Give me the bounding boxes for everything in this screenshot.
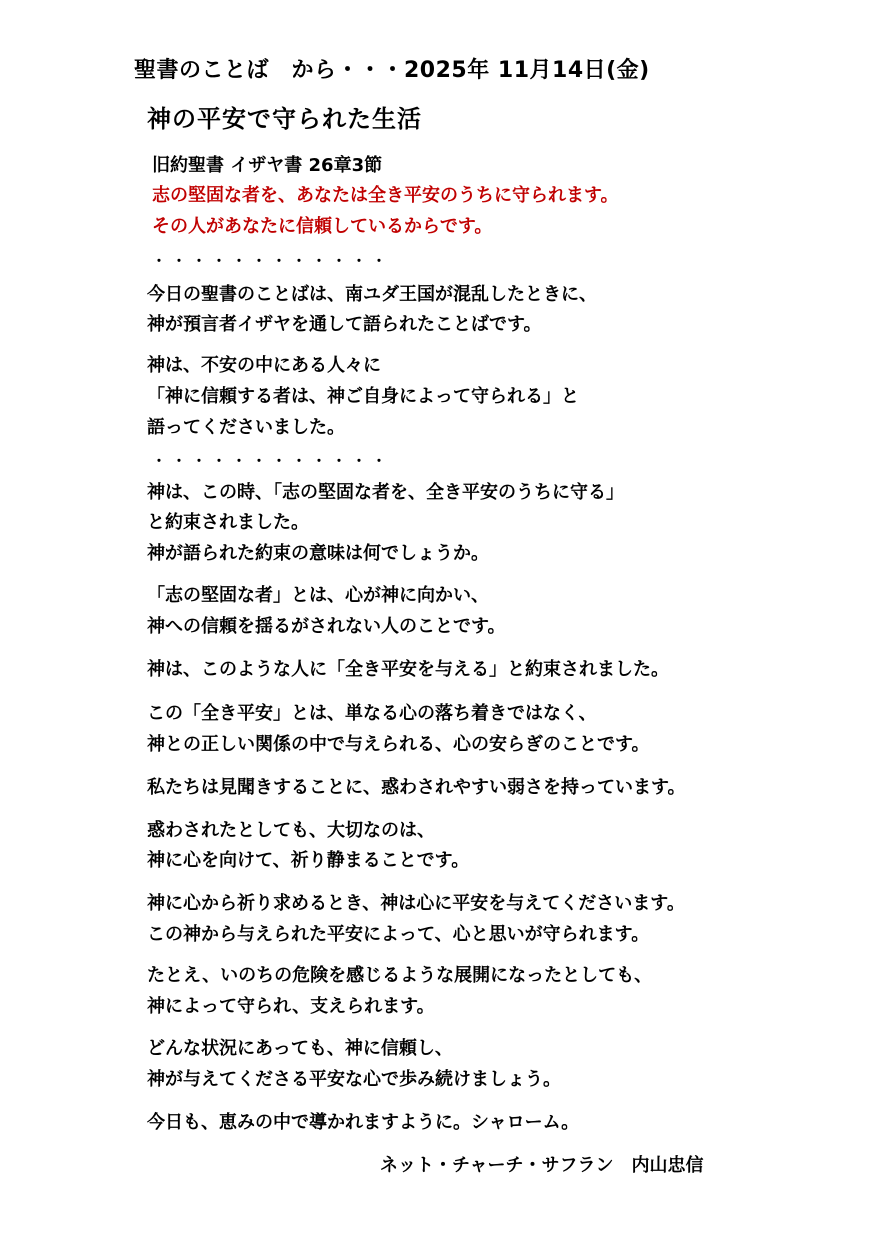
sermon-title: 神の平安で守られた生活 [147,105,422,133]
separator-dots: ・・・・・・・・・・・・ [152,454,392,470]
separator-dots: ・・・・・・・・・・・・ [152,254,392,270]
body-line: 神に心を向けて、祈り静まることです。 [147,850,470,871]
body-line: たとえ、いのちの危険を感じるような展開になったとしても、 [147,965,653,986]
body-line: この「全き平安」とは、単なる心の落ち着きではなく、 [147,703,597,724]
body-line: 神が語られた約束の意味は何でしょうか。 [147,543,489,564]
body-line: 神は、不安の中にある人々に [147,355,381,376]
body-line: 今日も、恵みの中で導かれますように。シャローム。 [147,1112,580,1133]
body-line: 「神に信頼する者は、神ご自身によって守られる」と [147,386,579,407]
body-line: と約束されました。 [147,512,309,533]
scripture-reference: 旧約聖書 イザヤ書 26章3節 [152,155,383,176]
body-line: 神が預言者イザヤを通して語られたことばです。 [147,314,542,335]
body-line: 神によって守られ、支えられます。 [147,996,435,1017]
scripture-verse-line: 志の堅固な者を、あなたは全き平安のうちに守られます。 [152,185,619,206]
body-line: 神との正しい関係の中で与えられる、心の安らぎのことです。 [147,734,650,755]
body-line: 神に心から祈り求めるとき、神は心に平安を与えてくださいます。 [147,893,685,914]
body-line: どんな状況にあっても、神に信頼し、 [147,1038,453,1059]
body-line: 今日の聖書のことばは、南ユダ王国が混乱したときに、 [147,284,597,305]
body-line: 「志の堅固な者」とは、心が神に向かい、 [147,585,489,606]
body-line: この神から与えられた平安によって、心と思いが守られます。 [147,924,650,945]
body-line: 神が与えてくださる平安な心で歩み続けましょう。 [147,1069,561,1090]
scripture-verse-line: その人があなたに信頼しているからです。 [152,216,493,237]
header-title: 聖書のことば から・・・2025年 11月14日(金) [134,58,650,83]
body-line: 神は、このような人に「全き平安を与える」と約束されました。 [147,659,669,680]
body-line: 神への信頼を揺るがされない人のことです。 [147,616,506,637]
body-line: 語ってくださいました。 [147,417,345,438]
signature: ネット・チャーチ・サフラン 内山忠信 [380,1155,704,1176]
body-line: 私たちは見聞きすることに、惑わされやすい弱さを持っています。 [147,777,686,798]
body-line: 惑わされたとしても、大切なのは、 [147,820,435,841]
body-line: 神は、この時、「志の堅固な者を、全き平安のうちに守る」 [147,482,624,503]
